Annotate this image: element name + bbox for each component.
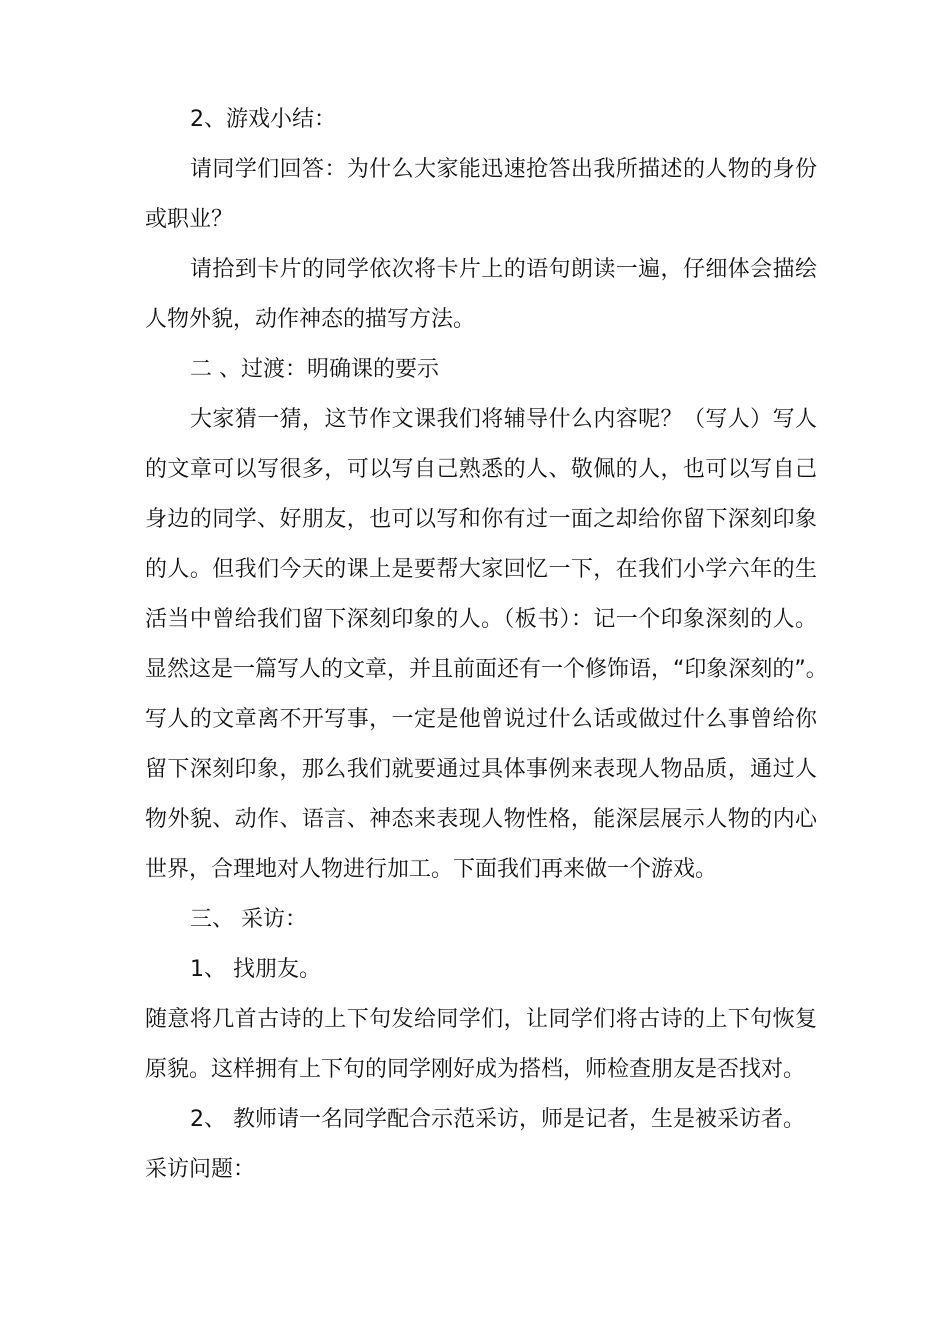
paragraph-line: 物外貌、动作、语言、神态来表现人物性格，能深层展示人物的内心 — [145, 807, 817, 832]
paragraph-line: 身边的同学、好朋友，也可以写和你有过一面之却给你留下深刻印象 — [145, 507, 817, 532]
heading-interview: 三、 采访： — [190, 907, 307, 932]
paragraph-line: 显然这是一篇写人的文章，并且前面还有一个修饰语，“印象深刻的”。 — [145, 657, 828, 682]
list-item-find-friends: 1、 找朋友。 — [190, 957, 321, 982]
paragraph-line: 活当中曾给我们留下深刻印象的人。（板书）：记一个印象深刻的人。 — [145, 607, 817, 632]
paragraph-line: 请同学们回答：为什么大家能迅速抢答出我所描述的人物的身份 — [190, 157, 817, 182]
paragraph-line: 或职业？ — [145, 207, 234, 232]
paragraph-line: 采访问题： — [145, 1157, 256, 1182]
paragraph-line: 大家猜一猜，这节作文课我们将辅导什么内容呢？（写人）写人 — [190, 407, 817, 432]
heading-transition: 二 、过渡：明确课的要示 — [190, 357, 439, 382]
paragraph-line: 的人。但我们今天的课上是要帮大家回忆一下，在我们小学六年的生 — [145, 557, 817, 582]
heading-game-summary: 2、游戏小结： — [190, 107, 336, 132]
paragraph-line: 的文章可以写很多，可以写自己熟悉的人、敬佩的人，也可以写自己 — [145, 457, 817, 482]
paragraph-line: 请拾到卡片的同学依次将卡片上的语句朗读一遍，仔细体会描绘 — [190, 257, 817, 282]
paragraph-line: 留下深刻印象，那么我们就要通过具体事例来表现人物品质，通过人 — [145, 757, 817, 782]
paragraph-line: 世界，合理地对人物进行加工。下面我们再来做一个游戏。 — [145, 857, 718, 882]
list-item-demo-interview: 2、 教师请一名同学配合示范采访，师是记者，生是被采访者。 — [190, 1107, 805, 1132]
paragraph-line: 原貌。这样拥有上下句的同学刚好成为搭档，师检查朋友是否找对。 — [145, 1057, 806, 1082]
paragraph-line: 随意将几首古诗的上下句发给同学们，让同学们将古诗的上下句恢复 — [145, 1007, 817, 1032]
paragraph-line: 人物外貌，动作神态的描写方法。 — [145, 307, 476, 332]
paragraph-line: 写人的文章离不开写事，一定是他曾说过什么话或做过什么事曾给你 — [145, 707, 817, 732]
